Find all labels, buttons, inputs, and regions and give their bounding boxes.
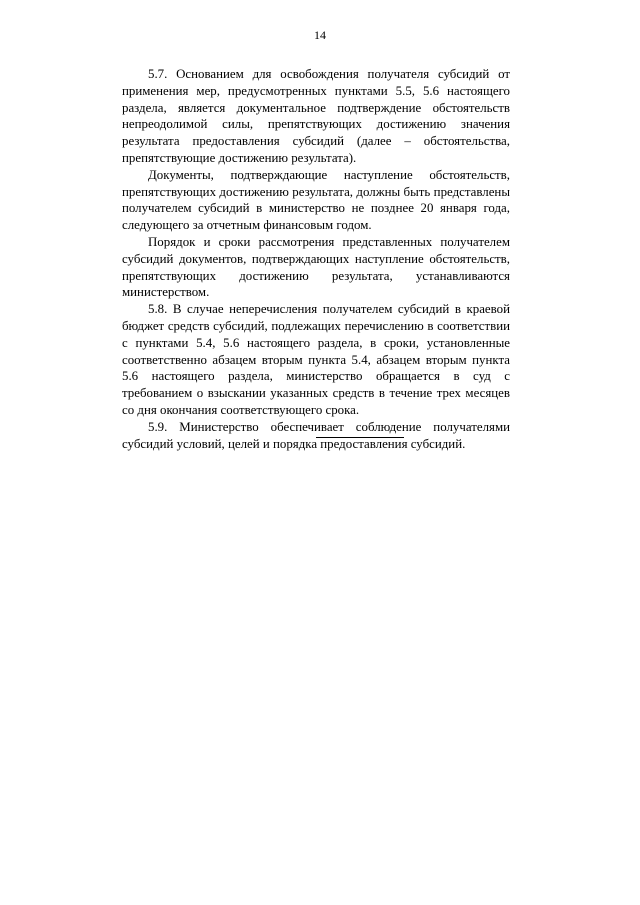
paragraph-documents: Документы, подтверждающие наступление обстоятельств, препятствующих достижению результата, должны быть представлены получателем субсидий в министерство не позднее 20 января года, следующего за отчетным финансовым годом. [122, 167, 510, 233]
document-body [122, 66, 510, 452]
paragraph-5-9: 5.9. Министерство обеспечивает соблюдение получателями субсидий условий, целей и порядка предоставления субсидий. [122, 419, 510, 451]
paragraph-procedure: Порядок и сроки рассмотрения представленных получателем субсидий документов, подтверждающих наступление обстоятельств, препятствующих достижению результата, устанавливаются министерством. [122, 234, 510, 300]
paragraph-5-7: 5.7. Основанием для освобождения получателя субсидий от применения мер, предусмотренных пунктами 5.5, 5.6 настоящего раздела, является документальное подтверждение обстоятельств непреодолимой силы, препятствующих достижению значения результата предоставления субсидий (далее – обстоятельства, препятствующие достижению результата). [122, 67, 510, 165]
page-number: 14 [314, 28, 326, 42]
separator-line [316, 437, 404, 438]
paragraph-5-8: 5.8. В случае неперечисления получателем субсидий в краевой бюджет средств субсидий, подлежащих перечислению в соответствии с пунктами 5.4, 5.6 настоящего раздела, в сроки, установленные соответственно абзацем вторым пункта 5.4, абзацем вторым пункта 5.6 настоящего раздела, министерство обращается в суд с требованием о взыскании указанных средств в течение трех месяцев со дня окончания соответствующего срока. [122, 302, 510, 417]
